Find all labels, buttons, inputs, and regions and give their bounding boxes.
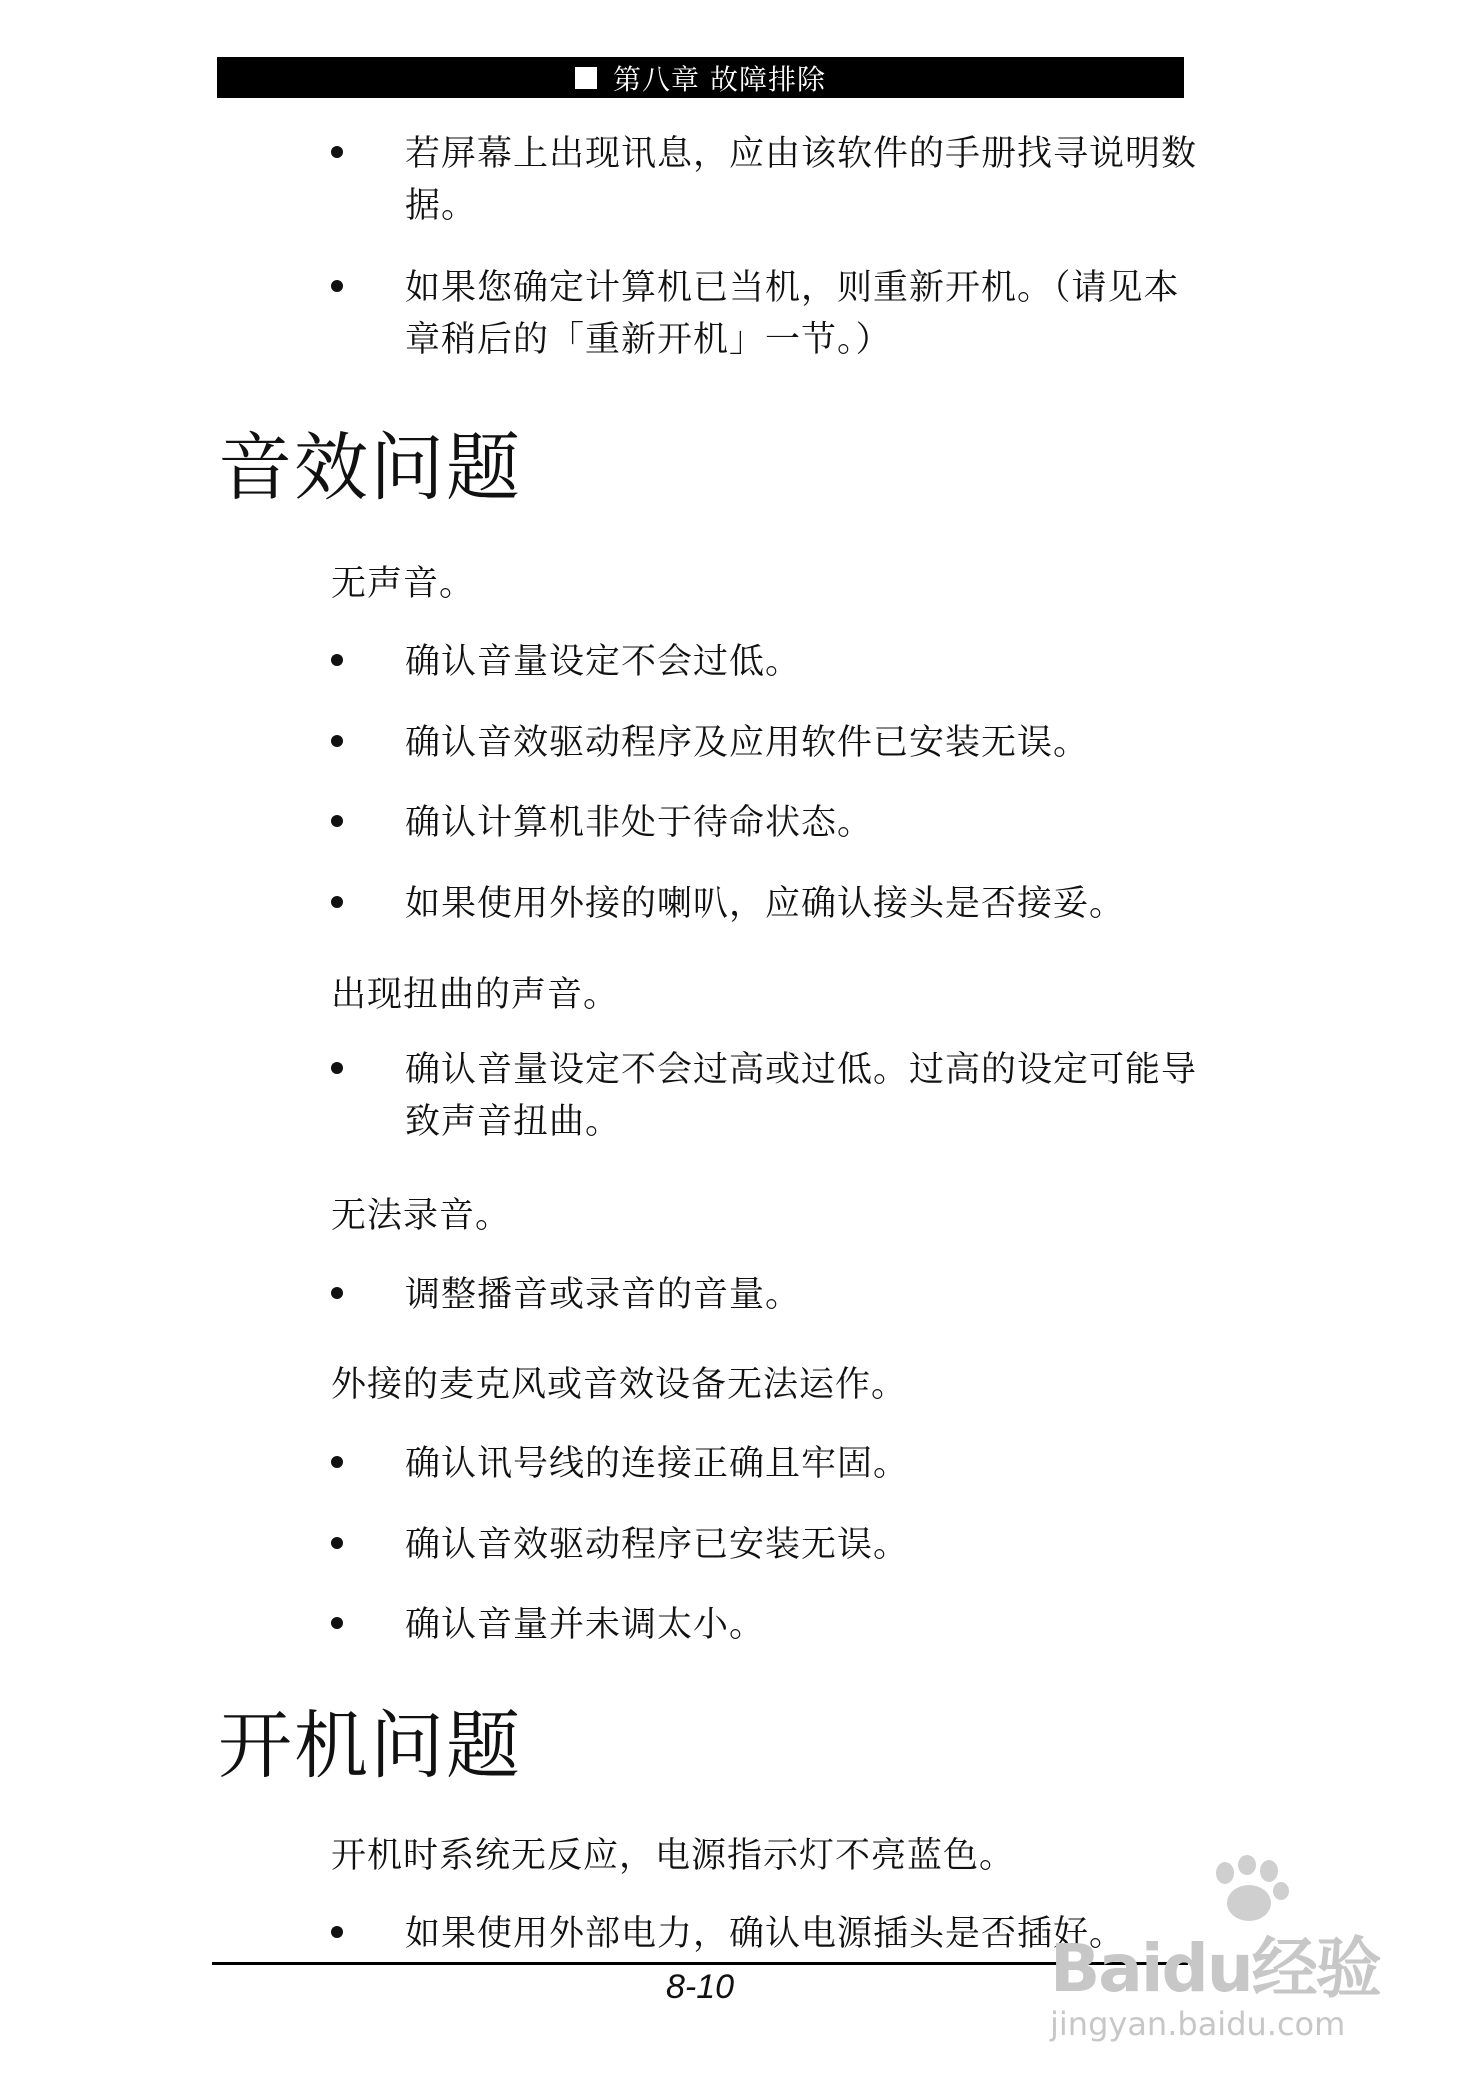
list-item: 确认音量设定不会过低。 xyxy=(331,636,1211,688)
bullet-icon xyxy=(331,1456,343,1468)
list-item: 如果使用外接的喇叭，应确认接头是否接妥。 xyxy=(331,878,1211,930)
bullet-icon xyxy=(331,1617,343,1629)
bullet-icon xyxy=(331,654,343,666)
problem-heading: 外接的麦克风或音效设备无法运作。 xyxy=(331,1365,908,1405)
bullet-icon xyxy=(331,896,343,908)
section-title-startup: 开机问题 xyxy=(218,1703,522,1789)
watermark-url: jingyan.baidu.com xyxy=(1050,2005,1346,2043)
bullet-icon xyxy=(331,280,343,292)
list-item: 如果使用外部电力，确认电源插头是否插好。 xyxy=(331,1908,1211,1960)
list-item: 如果您确定计算机已当机，则重新开机。（请见本章稍后的「重新开机」一节。） xyxy=(331,262,1211,366)
list-item: 确认音效驱动程序及应用软件已安装无误。 xyxy=(331,717,1211,769)
bullet-icon xyxy=(331,815,343,827)
bullet-icon xyxy=(331,735,343,747)
list-item: 确认音量设定不会过高或过低。过高的设定可能导致声音扭曲。 xyxy=(331,1044,1211,1148)
section-title-audio: 音效问题 xyxy=(218,425,522,511)
bullet-icon xyxy=(331,1287,343,1299)
page-number: 8-10 xyxy=(665,1968,735,2006)
bullet-icon xyxy=(331,146,343,158)
list-item: 若屏幕上出现讯息，应由该软件的手册找寻说明数据。 xyxy=(331,128,1211,232)
list-item: 确认音量并未调太小。 xyxy=(331,1599,1211,1651)
watermark xyxy=(1050,1855,1395,2070)
footer-divider xyxy=(212,1962,1188,1965)
chapter-header xyxy=(217,57,1184,98)
chapter-title: 第八章 故障排除 xyxy=(613,62,826,96)
bullet-icon xyxy=(331,1926,343,1938)
list-item: 调整播音或录音的音量。 xyxy=(331,1269,1211,1321)
square-bullet-icon xyxy=(575,67,597,89)
list-item: 确认音效驱动程序已安装无误。 xyxy=(331,1519,1211,1571)
list-item: 确认讯号线的连接正确且牢固。 xyxy=(331,1438,1211,1490)
problem-heading: 无法录音。 xyxy=(331,1196,512,1236)
bullet-icon xyxy=(331,1537,343,1549)
bullet-icon xyxy=(331,1062,343,1074)
watermark-brand: Baidu经验 xyxy=(1050,1930,1380,2007)
list-item: 确认计算机非处于待命状态。 xyxy=(331,797,1211,849)
problem-heading: 无声音。 xyxy=(331,564,476,604)
problem-heading: 开机时系统无反应，电源指示灯不亮蓝色。 xyxy=(331,1836,1016,1876)
problem-heading: 出现扭曲的声音。 xyxy=(331,975,620,1015)
